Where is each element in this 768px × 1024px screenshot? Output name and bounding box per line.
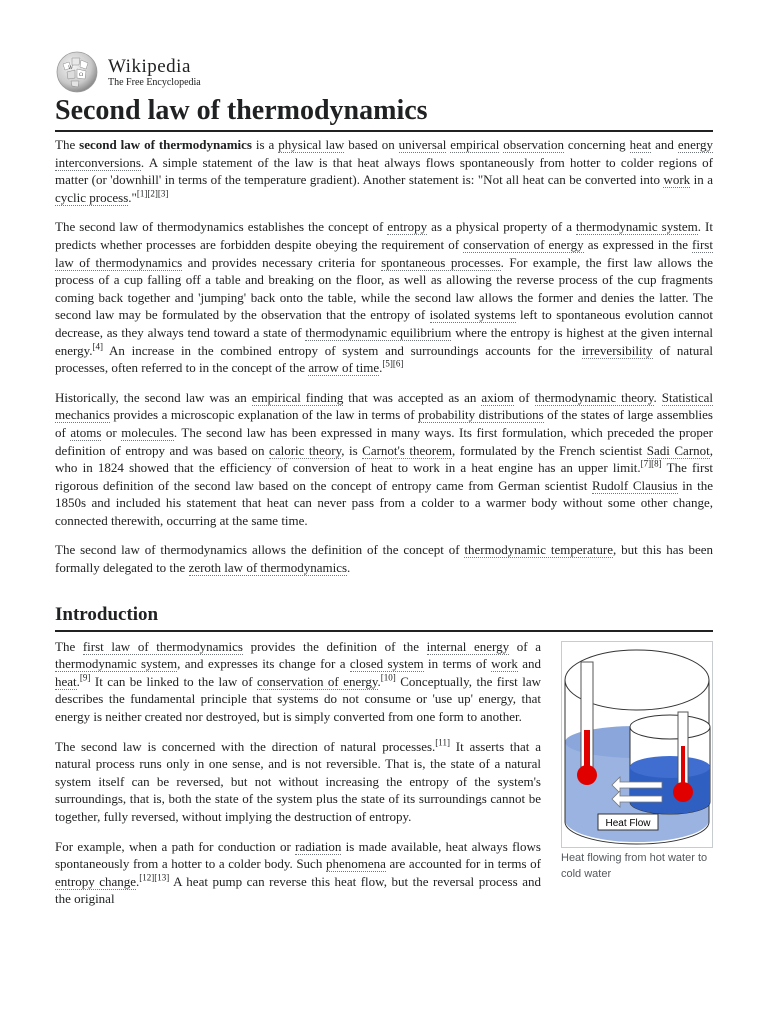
article-link[interactable]: arrow of time	[308, 360, 380, 376]
article-link[interactable]: axiom	[481, 389, 514, 405]
wordmark-title: Wikipedia	[108, 55, 191, 77]
lead-paragraph: The second law of thermodynamics is a physical law based on universal empirical observation concerning heat and energy interconversions. A simple statement of the law is that heat always flows spontaneously from hotter to colder regions of matter (or 'downhill' in terms of the temperature gradient). Another statement is: "Not all heat can be converted into work in a cyclic process."[1][2][3]	[55, 137, 714, 205]
article-link[interactable]: isolated systems	[429, 307, 516, 323]
article-link[interactable]: empirical finding	[251, 389, 344, 405]
article-link[interactable]: conservation of energy	[257, 673, 378, 689]
lead-paragraph: The second law of thermodynamics establishes the concept of entropy as a physical property of a thermodynamic system. It predicts whether processes are forbidden despite obeying the requirement of conservation of energy as expressed in the first law of thermodynamics and provides necessary criteria for spontaneous processes. For example, the first law allows the process of a cup falling off a table and breaking on the floor, as well as allowing the reverse process of the cup fragments coming back together and 'jumping' back onto the table, while the second law allows the former and denies the latter. The second law may be formulated by the observation that the entropy of isolated systems left to spontaneous evolution cannot decrease, as they always tend toward a state of thermodynamic equilibrium where the entropy is highest at the given internal energy.[4] An increase in the combined entropy of system and surroundings accounts for the irreversibility of natural processes, often referred to in the concept of the arrow of time.[5][6]	[55, 219, 714, 376]
wordmark-tagline: The Free Encyclopedia	[108, 76, 201, 88]
citation-ref[interactable]: [10]	[380, 672, 396, 683]
page-title: Second law of thermodynamics	[55, 94, 713, 132]
figure-label: Heat Flow	[605, 817, 651, 829]
citation-ref[interactable]: [12][13]	[139, 872, 170, 883]
article-link[interactable]: thermodynamic system	[576, 219, 698, 235]
intro-paragraph: For example, when a path for conduction or radiation is made available, heat always flows spontaneously from a hotter to a colder body. Such phenomena are accounted for in terms of entropy change.[12][13] A heat pump can reverse this heat flow, but the reversal process and the original	[55, 838, 542, 907]
article-link[interactable]: caloric theory	[269, 442, 342, 458]
article-link[interactable]: irreversibility	[581, 342, 653, 358]
citation-ref[interactable]: [11]	[435, 737, 450, 748]
introduction-section	[55, 638, 713, 908]
article-link[interactable]: cyclic process	[55, 189, 129, 205]
section-heading-introduction: Introduction	[55, 603, 713, 632]
heat-flow-figure	[561, 641, 713, 882]
article-link[interactable]: thermodynamic theory	[534, 389, 654, 405]
lead-paragraph: Historically, the second law was an empirical finding that was accepted as an axiom of thermodynamic theory. Statistical mechanics provides a microscopic explanation of the law in terms of probability distributions of the states of large assemblies of atoms or molecules. The second law has been expressed in many ways. Its first formulation, which preceded the proper definition of entropy and was based on caloric theory, is Carnot's theorem, formulated by the French scientist Sadi Carnot, who in 1824 showed that the efficiency of conversion of heat to work in a heat engine has an upper limit.[7][8] The first rigorous definition of the second law based on the concept of entropy came from German scientist Rudolf Clausius in the 1850s and included his statement that heat can never pass from a colder to a warmer body without some other change, connected therewith, occurring at the same time.	[55, 389, 714, 528]
article-link[interactable]: physical law	[278, 137, 345, 152]
citation-ref[interactable]: [4]	[92, 341, 104, 352]
wikipedia-logo[interactable]	[55, 50, 713, 94]
article-link[interactable]: first law of thermodynamics	[82, 638, 243, 654]
article-link[interactable]: entropy	[387, 219, 428, 235]
intro-paragraph: The second law is concerned with the direction of natural processes.[11] It asserts that a natural process runs only in one sense, and is not reversible. That is, the state of a natural system itself can be reversed, but not without increasing the entropy of the system's surroundings, that is, both the state of the system plus the state of its surroundings cannot be together, fully reversed, without implying the destruction of entropy.	[55, 737, 541, 824]
wikipedia-globe-icon	[55, 50, 99, 94]
figure-caption: Heat flowing from hot water to cold water	[561, 851, 708, 880]
article-link[interactable]: Carnot's theorem	[362, 442, 453, 458]
article-link[interactable]: entropy change	[55, 873, 137, 889]
heat-flow-illustration	[562, 642, 712, 847]
article-link[interactable]: Rudolf Clausius	[592, 477, 678, 493]
article-link[interactable]: phenomena	[325, 856, 386, 872]
svg-text:Ω: Ω	[79, 72, 84, 78]
citation-ref[interactable]: [5][6]	[382, 358, 404, 369]
article-link[interactable]: conservation of energy	[463, 236, 584, 252]
article-link[interactable]: thermodynamic temperature	[464, 542, 613, 558]
article-link[interactable]: heat	[55, 673, 77, 689]
article-link[interactable]: universal	[398, 137, 447, 152]
citation-ref[interactable]: [1][2][3]	[136, 188, 169, 199]
bold-term: second law of thermodynamics	[79, 137, 252, 152]
article-link[interactable]: probability distributions	[418, 407, 544, 423]
article-link[interactable]: Sadi Carnot	[646, 442, 710, 458]
article-link[interactable]: zeroth law of thermodynamics	[188, 560, 348, 576]
wordmark	[108, 57, 201, 88]
article-link[interactable]: radiation	[295, 838, 342, 854]
article-page	[55, 50, 713, 908]
article-link[interactable]: spontaneous processes	[381, 254, 501, 270]
citation-ref[interactable]: [7][8]	[640, 458, 662, 469]
lead-section	[55, 136, 713, 577]
article-link[interactable]: heat	[629, 137, 652, 152]
citation-ref[interactable]: [9]	[79, 672, 91, 683]
article-link[interactable]: closed system	[349, 656, 424, 672]
article-link[interactable]: Statistical mechanics	[55, 389, 714, 423]
intro-paragraph: The first law of thermodynamics provides the definition of the internal energy of a thermodynamic system, and expresses its change for a closed system in terms of work and heat.[9] It can be linked to the law of conservation of energy.[10] Conceptually, the first law describes the fundamental principle that systems do not consume or 'use up' energy, that energy is neither created nor destroyed, but is simply converted from one form to another.	[55, 638, 542, 725]
article-link[interactable]: molecules	[121, 424, 174, 440]
article-link[interactable]: thermodynamic system	[55, 656, 178, 672]
figure-image[interactable]	[561, 641, 713, 848]
article-link[interactable]: work	[663, 172, 691, 188]
svg-text:W: W	[68, 65, 74, 71]
article-link[interactable]: energy interconversions	[55, 137, 714, 170]
article-link[interactable]: thermodynamic equilibrium	[305, 324, 452, 340]
article-link[interactable]: atoms	[70, 424, 102, 440]
article-link[interactable]: work	[491, 656, 518, 672]
article-link[interactable]: observation	[503, 137, 564, 152]
article-link[interactable]: internal energy	[426, 638, 510, 654]
article-link[interactable]: first law of thermodynamics	[55, 236, 713, 270]
lead-paragraph: The second law of thermodynamics allows the definition of the concept of thermodynamic temperature, but this has been formally delegated to the zeroth law of thermodynamics.	[55, 542, 713, 576]
article-link[interactable]: empirical	[450, 137, 500, 152]
